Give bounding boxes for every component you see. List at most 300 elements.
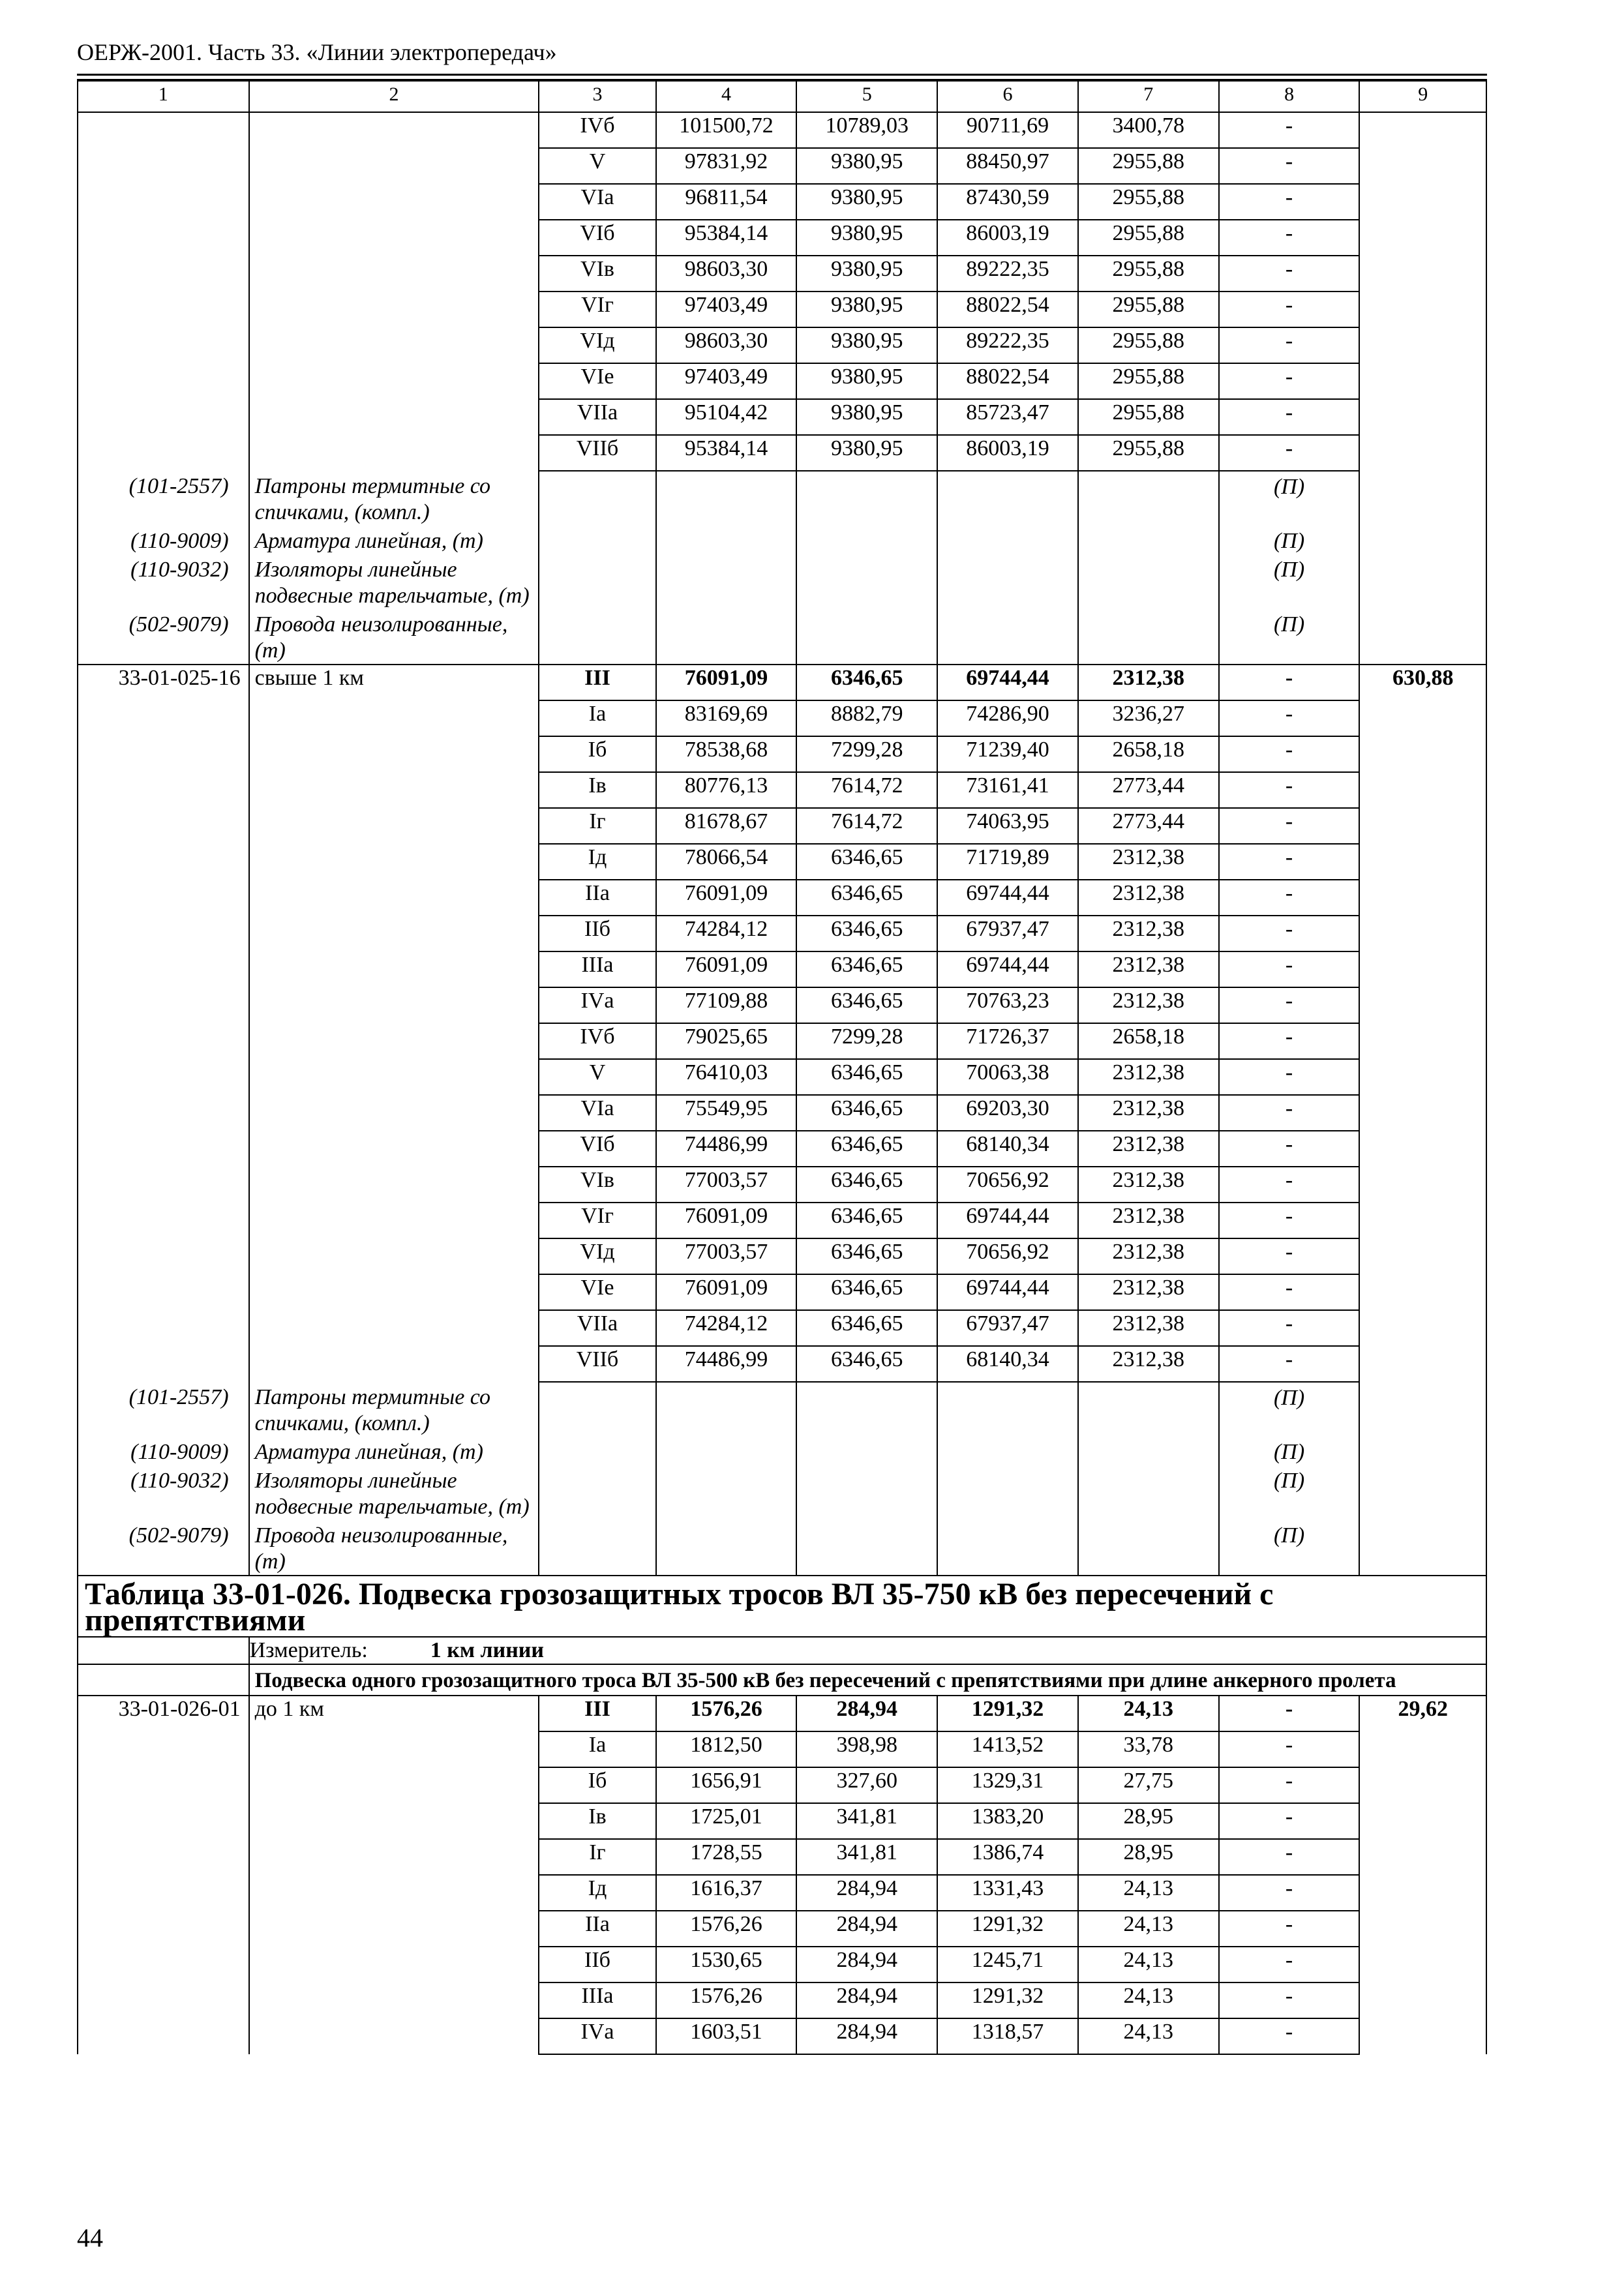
measure-value: 1 км линии [430,1638,544,1662]
total-cost-cell: 98603,30 [656,256,797,292]
empty-cell [539,471,655,526]
row-code-cell: 33-01-025-16 [78,665,249,1382]
materials-cell: - [1219,292,1360,327]
operator-wage-cell: 24,13 [1078,2018,1219,2054]
zone-cell: V [539,1059,655,1095]
total-cost-cell: 97403,49 [656,363,797,399]
machine-cost-cell: 73161,41 [937,772,1078,808]
operator-wage-cell: 2312,38 [1078,1274,1219,1310]
resource-mark: (П) [1219,1437,1360,1465]
operator-wage-cell: 2312,38 [1078,665,1219,700]
resource-mark: (П) [1219,554,1360,609]
empty-cell [796,1520,937,1576]
resource-code: (101-2557) [78,1382,249,1437]
operator-wage-cell: 2955,88 [1078,220,1219,256]
section-33-01-025-16 [78,665,1486,1382]
table-title: Таблица 33-01-026. Подвеска грозозащитных тросов ВЛ 35-750 кВ без пересечений с препятствиями [78,1576,1486,1637]
machine-cost-cell: 1329,31 [937,1767,1078,1803]
empty-cell [937,609,1078,665]
empty-cell [1359,1520,1486,1576]
labor-cost-cell: 9380,95 [796,220,937,256]
machine-cost-cell: 89222,35 [937,327,1078,363]
machine-cost-cell: 1245,71 [937,1947,1078,1982]
total-cost-cell: 79025,65 [656,1023,797,1059]
materials-cell: - [1219,435,1360,471]
total-cost-cell: 75549,95 [656,1095,797,1131]
operator-wage-cell: 2312,38 [1078,1310,1219,1346]
materials-cell: - [1219,256,1360,292]
total-cost-cell: 74486,99 [656,1131,797,1167]
operator-wage-cell: 2312,38 [1078,1059,1219,1095]
operator-wage-cell: 24,13 [1078,1947,1219,1982]
total-cost-cell: 95384,14 [656,220,797,256]
resource-row [78,554,1486,609]
total-cost-cell: 83169,69 [656,700,797,736]
empty-cell [656,471,797,526]
labor-cost-cell: 9380,95 [796,184,937,220]
row-description-cell: свыше 1 км [249,665,539,1382]
zone-cell: Iа [539,1731,655,1767]
materials-cell: - [1219,363,1360,399]
resource-code: (110-9009) [78,1437,249,1465]
empty-cell [796,1382,937,1437]
machine-cost-cell: 85723,47 [937,399,1078,435]
machine-cost-cell: 90711,69 [937,112,1078,148]
materials-cell: - [1219,987,1360,1023]
machine-cost-cell: 87430,59 [937,184,1078,220]
zone-cell: Iд [539,1875,655,1911]
materials-cell: - [1219,220,1360,256]
labor-cost-cell: 6346,65 [796,1203,937,1238]
total-cost-cell: 78066,54 [656,844,797,880]
total-cost-cell: 98603,30 [656,327,797,363]
operator-wage-cell: 28,95 [1078,1803,1219,1839]
labor-cost-cell: 341,81 [796,1839,937,1875]
machine-cost-cell: 69744,44 [937,1274,1078,1310]
labor-cost-cell: 6346,65 [796,1238,937,1274]
machine-cost-cell: 74063,95 [937,808,1078,844]
materials-cell: - [1219,1023,1360,1059]
operator-wage-cell: 2312,38 [1078,1346,1219,1382]
operator-wage-cell: 28,95 [1078,1839,1219,1875]
total-cost-cell: 1812,50 [656,1731,797,1767]
resource-mark: (П) [1219,609,1360,665]
zone-cell: Iг [539,808,655,844]
materials-cell: - [1219,1911,1360,1947]
operator-wage-cell: 2312,38 [1078,987,1219,1023]
empty-cell [1078,526,1219,554]
resource-name: Изоляторы линейные подвесные тарельчатые, (т) [249,1465,539,1520]
subheading: Подвеска одного грозозащитного троса ВЛ 35-500 кВ без пересечений с препятствиями при длине анкерного пролета [249,1664,1486,1696]
machine-cost-cell: 70656,92 [937,1167,1078,1203]
empty-cell [937,1437,1078,1465]
zone-cell: VIIа [539,1310,655,1346]
labor-cost-cell: 6346,65 [796,951,937,987]
total-cost-cell: 80776,13 [656,772,797,808]
total-cost-cell: 77003,57 [656,1238,797,1274]
empty-cell [656,1382,797,1437]
labor-cost-cell: 9380,95 [796,148,937,184]
materials-cell: - [1219,1310,1360,1346]
labor-cost-cell: 9380,95 [796,363,937,399]
materials-cell: - [1219,736,1360,772]
labor-cost-cell: 9380,95 [796,435,937,471]
labor-cost-cell: 6346,65 [796,880,937,916]
machine-cost-cell: 86003,19 [937,435,1078,471]
materials-cell: - [1219,1803,1360,1839]
total-cost-cell: 1728,55 [656,1839,797,1875]
empty-cell [796,526,937,554]
materials-cell: - [1219,1131,1360,1167]
labor-cost-cell: 6346,65 [796,1131,937,1167]
empty-cell [1359,1382,1486,1437]
table-row [78,1696,1486,1731]
zone-cell: IIб [539,1947,655,1982]
operator-wage-cell: 3236,27 [1078,700,1219,736]
empty-cell [656,554,797,609]
labor-hours-cell [1359,112,1486,471]
labor-cost-cell: 6346,65 [796,1310,937,1346]
machine-cost-cell: 69744,44 [937,880,1078,916]
total-cost-cell: 96811,54 [656,184,797,220]
empty-cell [796,1465,937,1520]
column-number: 5 [796,81,937,112]
empty-cell [1078,471,1219,526]
labor-cost-cell: 398,98 [796,1731,937,1767]
operator-wage-cell: 2658,18 [1078,1023,1219,1059]
materials-cell: - [1219,1696,1360,1731]
estimate-table [77,80,1487,2055]
header-rule [77,74,1487,76]
row-code-cell [78,112,249,471]
total-cost-cell: 74284,12 [656,916,797,951]
zone-cell: VIа [539,1095,655,1131]
labor-cost-cell: 284,94 [796,1911,937,1947]
labor-hours-cell: 29,62 [1359,1696,1486,2054]
machine-cost-cell: 88022,54 [937,363,1078,399]
labor-cost-cell: 9380,95 [796,327,937,363]
operator-wage-cell: 2955,88 [1078,399,1219,435]
materials-cell: - [1219,1982,1360,2018]
operator-wage-cell: 2312,38 [1078,880,1219,916]
empty-cell [656,1520,797,1576]
materials-cell: - [1219,1095,1360,1131]
materials-cell: - [1219,1274,1360,1310]
empty-cell [539,1382,655,1437]
measure-label: Измеритель: [249,1638,368,1662]
operator-wage-cell: 24,13 [1078,1911,1219,1947]
labor-cost-cell: 284,94 [796,1982,937,2018]
section-continued-resources [78,471,1486,665]
zone-cell: VIIб [539,1346,655,1382]
machine-cost-cell: 71719,89 [937,844,1078,880]
operator-wage-cell: 3400,78 [1078,112,1219,148]
empty-cell [539,609,655,665]
operator-wage-cell: 2955,88 [1078,256,1219,292]
empty-cell [656,526,797,554]
labor-cost-cell: 6346,65 [796,916,937,951]
materials-cell: - [1219,1346,1360,1382]
total-cost-cell: 74284,12 [656,1310,797,1346]
empty-cell [1078,554,1219,609]
labor-cost-cell: 6346,65 [796,844,937,880]
empty-cell [937,1465,1078,1520]
empty-cell [937,1520,1078,1576]
resource-code: (110-9009) [78,526,249,554]
labor-cost-cell: 7299,28 [796,1023,937,1059]
machine-cost-cell: 67937,47 [937,1310,1078,1346]
materials-cell: - [1219,772,1360,808]
resource-row [78,609,1486,665]
machine-cost-cell: 74286,90 [937,700,1078,736]
machine-cost-cell: 86003,19 [937,220,1078,256]
materials-cell: - [1219,1203,1360,1238]
total-cost-cell: 78538,68 [656,736,797,772]
materials-cell: - [1219,1059,1360,1095]
labor-cost-cell: 327,60 [796,1767,937,1803]
operator-wage-cell: 2955,88 [1078,363,1219,399]
empty-cell [1078,1465,1219,1520]
zone-cell: VIб [539,220,655,256]
operator-wage-cell: 2312,38 [1078,951,1219,987]
resource-mark: (П) [1219,471,1360,526]
empty-cell [656,1465,797,1520]
total-cost-cell: 76091,09 [656,1203,797,1238]
machine-cost-cell: 1386,74 [937,1839,1078,1875]
zone-cell: Iб [539,736,655,772]
labor-cost-cell: 6346,65 [796,1167,937,1203]
materials-cell: - [1219,1167,1360,1203]
empty-cell [937,471,1078,526]
labor-cost-cell: 7614,72 [796,808,937,844]
row-description-cell: до 1 км [249,1696,539,2054]
zone-cell: IVб [539,112,655,148]
materials-cell: - [1219,808,1360,844]
column-number: 3 [539,81,655,112]
zone-cell: VIа [539,184,655,220]
materials-cell: - [1219,951,1360,987]
empty-cell [796,554,937,609]
labor-cost-cell: 8882,79 [796,700,937,736]
zone-cell: VIIб [539,435,655,471]
labor-cost-cell: 6346,65 [796,987,937,1023]
column-number: 1 [78,81,249,112]
empty-cell [1078,1382,1219,1437]
machine-cost-cell: 70763,23 [937,987,1078,1023]
empty-cell [1359,1437,1486,1465]
zone-cell: VIг [539,1203,655,1238]
labor-cost-cell: 6346,65 [796,1346,937,1382]
total-cost-cell: 95384,14 [656,435,797,471]
materials-cell: - [1219,1731,1360,1767]
operator-wage-cell: 2773,44 [1078,808,1219,844]
operator-wage-cell: 2658,18 [1078,736,1219,772]
empty-cell [1078,609,1219,665]
zone-cell: IVа [539,2018,655,2054]
section-33-01-026-01 [78,1696,1486,2054]
measure-cell [249,1637,1486,1664]
labor-cost-cell: 284,94 [796,1875,937,1911]
column-number: 6 [937,81,1078,112]
zone-cell: VIд [539,327,655,363]
machine-cost-cell: 70063,38 [937,1059,1078,1095]
labor-cost-cell: 284,94 [796,1947,937,1982]
section-continued [78,112,1486,471]
column-number: 7 [1078,81,1219,112]
subheading-row [78,1664,1486,1696]
resource-row [78,471,1486,526]
materials-cell: - [1219,844,1360,880]
operator-wage-cell: 2312,38 [1078,1167,1219,1203]
resource-code: (502-9079) [78,609,249,665]
total-cost-cell: 1576,26 [656,1696,797,1731]
resource-code: (502-9079) [78,1520,249,1576]
empty-cell [1078,1520,1219,1576]
empty-cell [1078,1437,1219,1465]
resource-row [78,526,1486,554]
zone-cell: VIд [539,1238,655,1274]
zone-cell: V [539,148,655,184]
materials-cell: - [1219,1839,1360,1875]
machine-cost-cell: 69744,44 [937,665,1078,700]
resource-code: (110-9032) [78,554,249,609]
measure-row [78,1637,1486,1664]
labor-cost-cell: 9380,95 [796,399,937,435]
machine-cost-cell: 1291,32 [937,1911,1078,1947]
machine-cost-cell: 71726,37 [937,1023,1078,1059]
table-026-header [78,1576,1486,1696]
empty-cell [796,1437,937,1465]
empty-cell [1359,609,1486,665]
zone-cell: VIIа [539,399,655,435]
resource-code: (101-2557) [78,471,249,526]
operator-wage-cell: 33,78 [1078,1731,1219,1767]
labor-cost-cell: 7614,72 [796,772,937,808]
total-cost-cell: 76091,09 [656,951,797,987]
total-cost-cell: 77109,88 [656,987,797,1023]
total-cost-cell: 1603,51 [656,2018,797,2054]
resource-name: Арматура линейная, (т) [249,526,539,554]
empty-cell [937,1382,1078,1437]
table-row [78,112,1486,148]
empty-cell [656,1437,797,1465]
zone-cell: VIе [539,363,655,399]
empty-cell [1359,471,1486,526]
column-number-row-group [78,81,1486,112]
resource-name: Провода неизолированные, (т) [249,1520,539,1576]
labor-cost-cell: 284,94 [796,2018,937,2054]
measure-spacer [78,1637,249,1664]
empty-cell [539,554,655,609]
empty-cell [539,1437,655,1465]
column-number-row [78,81,1486,112]
resource-name: Изоляторы линейные подвесные тарельчатые, (т) [249,554,539,609]
materials-cell: - [1219,1875,1360,1911]
subheading-spacer [78,1664,249,1696]
zone-cell: IVб [539,1023,655,1059]
materials-cell: - [1219,700,1360,736]
machine-cost-cell: 1291,32 [937,1982,1078,2018]
empty-cell [539,1520,655,1576]
total-cost-cell: 76091,09 [656,665,797,700]
total-cost-cell: 76091,09 [656,880,797,916]
machine-cost-cell: 68140,34 [937,1131,1078,1167]
row-code-cell: 33-01-026-01 [78,1696,249,2054]
zone-cell: VIв [539,256,655,292]
materials-cell: - [1219,665,1360,700]
operator-wage-cell: 24,13 [1078,1696,1219,1731]
zone-cell: IIб [539,916,655,951]
empty-cell [1359,554,1486,609]
materials-cell: - [1219,1767,1360,1803]
machine-cost-cell: 70656,92 [937,1238,1078,1274]
operator-wage-cell: 2312,38 [1078,1238,1219,1274]
machine-cost-cell: 88022,54 [937,292,1078,327]
machine-cost-cell: 69744,44 [937,1203,1078,1238]
machine-cost-cell: 71239,40 [937,736,1078,772]
operator-wage-cell: 2955,88 [1078,148,1219,184]
machine-cost-cell: 67937,47 [937,916,1078,951]
empty-cell [937,554,1078,609]
zone-cell: IIа [539,1911,655,1947]
labor-cost-cell: 6346,65 [796,1059,937,1095]
operator-wage-cell: 2312,38 [1078,844,1219,880]
total-cost-cell: 76091,09 [656,1274,797,1310]
column-number: 8 [1219,81,1360,112]
empty-cell [539,1465,655,1520]
zone-cell: Iа [539,700,655,736]
zone-cell: Iб [539,1767,655,1803]
materials-cell: - [1219,327,1360,363]
materials-cell: - [1219,184,1360,220]
section-33-01-025-16-resources [78,1382,1486,1576]
empty-cell [1359,1465,1486,1520]
table-row [78,665,1486,700]
resource-code: (110-9032) [78,1465,249,1520]
labor-cost-cell: 6346,65 [796,1095,937,1131]
operator-wage-cell: 24,13 [1078,1982,1219,2018]
empty-cell [796,471,937,526]
machine-cost-cell: 88450,97 [937,148,1078,184]
labor-cost-cell: 7299,28 [796,736,937,772]
row-description-cell [249,112,539,471]
zone-cell: Iв [539,772,655,808]
resource-mark: (П) [1219,526,1360,554]
machine-cost-cell: 1383,20 [937,1803,1078,1839]
labor-cost-cell: 6346,65 [796,1274,937,1310]
zone-cell: Iг [539,1839,655,1875]
total-cost-cell: 97831,92 [656,148,797,184]
zone-cell: III [539,1696,655,1731]
machine-cost-cell: 1413,52 [937,1731,1078,1767]
column-number: 9 [1359,81,1486,112]
labor-cost-cell: 6346,65 [796,665,937,700]
resource-name: Арматура линейная, (т) [249,1437,539,1465]
total-cost-cell: 81678,67 [656,808,797,844]
resource-row [78,1382,1486,1437]
labor-cost-cell: 10789,03 [796,112,937,148]
zone-cell: IIIа [539,1982,655,2018]
machine-cost-cell: 69744,44 [937,951,1078,987]
materials-cell: - [1219,2018,1360,2054]
page-header: ОЕРЖ-2001. Часть 33. «Линии электропередач» [77,39,557,65]
resource-row [78,1437,1486,1465]
total-cost-cell: 1656,91 [656,1767,797,1803]
resource-row [78,1465,1486,1520]
total-cost-cell: 97403,49 [656,292,797,327]
resource-row [78,1520,1486,1576]
materials-cell: - [1219,1947,1360,1982]
